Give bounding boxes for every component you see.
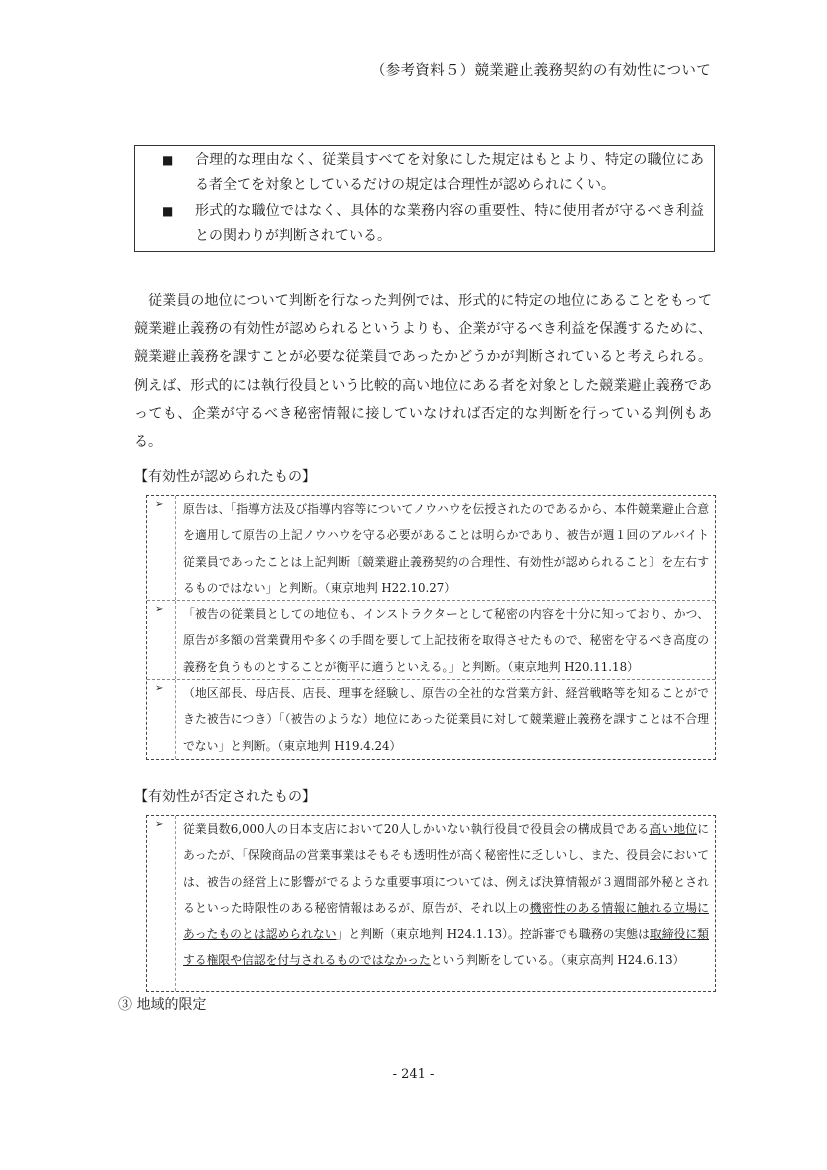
case-item [147, 816, 715, 991]
underlined-phrase: 高い地位 [649, 822, 698, 836]
square-bullet-icon: ■ [162, 204, 174, 218]
body-paragraph: 従業員の地位について判断を行なった判例では、形式的に特定の地位にあることをもって競業避止義務の有効性が認められるというよりも、企業が守るべき利益を保護するために、競業避止義務を課すことが必要な従業員であったかどうかが判断されていると考えられる。例えば、形式的には執行役員という比較的高い地位にある者を対象とした競業避止義務であっても、企業が守るべき秘密情報に接していなければ否定的な判断を行っている判例もある。 [134, 293, 713, 451]
arrow-bullet-icon: ➢ [155, 604, 164, 615]
case-item [147, 680, 715, 759]
case-text: 原告は、「指導方法及び指導内容等についてノウハウを伝授されたのであるから、本件競業避止合意を適用して原告の上記ノウハウを守る必要があることは明らかであり、被告が週１回のアルバイト従業員であったことは上記判断〔競業避止義務契約の合理性、有効性が認められること〕を左右するものではない」と判断。（東京地判 H22.10.27） [183, 502, 709, 595]
case-item [147, 496, 715, 601]
case-text: 「被告の従業員としての地位も、インストラクターとして秘密の内容を十分に知っており、かつ、原告が多額の営業費用や多くの手間を要して上記技術を取得させたもので、秘密を守るべき高度の義務を負うものとすることが衡平に適うといえる。」と判断。（東京地判 H20.11.18） [183, 607, 709, 674]
summary-box [134, 145, 715, 252]
section-heading-affirmed: 【有効性が認められたもの】 [134, 469, 316, 485]
summary-item-text: 形式的な職位ではなく、具体的な業務内容の重要性、特に使用者が守るべき利益との関わりが判断されている。 [195, 203, 704, 244]
underlined-phrase: 取締役に類する権限や信認を付与されるものではなかった [183, 927, 709, 968]
page-number: - 241 - [392, 1067, 435, 1082]
arrow-bullet-icon: ➢ [155, 499, 164, 510]
square-bullet-icon: ■ [162, 153, 174, 167]
case-item [147, 601, 715, 680]
summary-item [162, 148, 704, 198]
subsection-heading: ③ 地域的限定 [118, 997, 207, 1013]
running-header: （参考資料５）競業避止義務契約の有効性について [370, 63, 711, 79]
arrow-bullet-icon: ➢ [155, 819, 164, 830]
section-heading-denied: 【有効性が否定されたもの】 [134, 789, 316, 805]
case-text: （地区部長、母店長、店長、理事を経験し、原告の全社的な営業方針、経営戦略等を知ることができた被告につき）「（被告のような）地位にあった従業員に対して競業避止義務を課すことは不合理でない」と判断。（東京地判 H19.4.24） [183, 686, 709, 753]
summary-item-text: 合理的な理由なく、従業員すべてを対象にした規定はもとより、特定の職位にある者全てを対象としているだけの規定は合理性が認められにくい。 [195, 152, 704, 193]
affirmed-cases-box [146, 495, 716, 760]
underlined-phrase: 機密性のある情報に触れる立場にあったものとは認められない [183, 900, 709, 942]
denied-cases-box [146, 815, 716, 992]
case-text: 従業員数6,000人の日本支店において20人しかいない執行役員で役員会の構成員である高い地位にあったが、「保険商品の営業事業はそもそも透明性が高く秘密性に乏しいし、また、役員会においては、被告の経営上に影響がでるような重要事項については、例えば決算情報が３週間部外秘とされるといった時限性のある秘密情報はあるが、原告が、それ以上の機密性のある情報に触れる立場にあったものとは認められない」と判断（東京地判 H24.1.13）。控訴審でも職務の実態は取締役に類する権限や信認を付与されるものではなかったという判断をしている。（東京高判 H24.6.13） [183, 822, 709, 968]
arrow-bullet-icon: ➢ [155, 683, 164, 694]
summary-item [162, 199, 704, 249]
